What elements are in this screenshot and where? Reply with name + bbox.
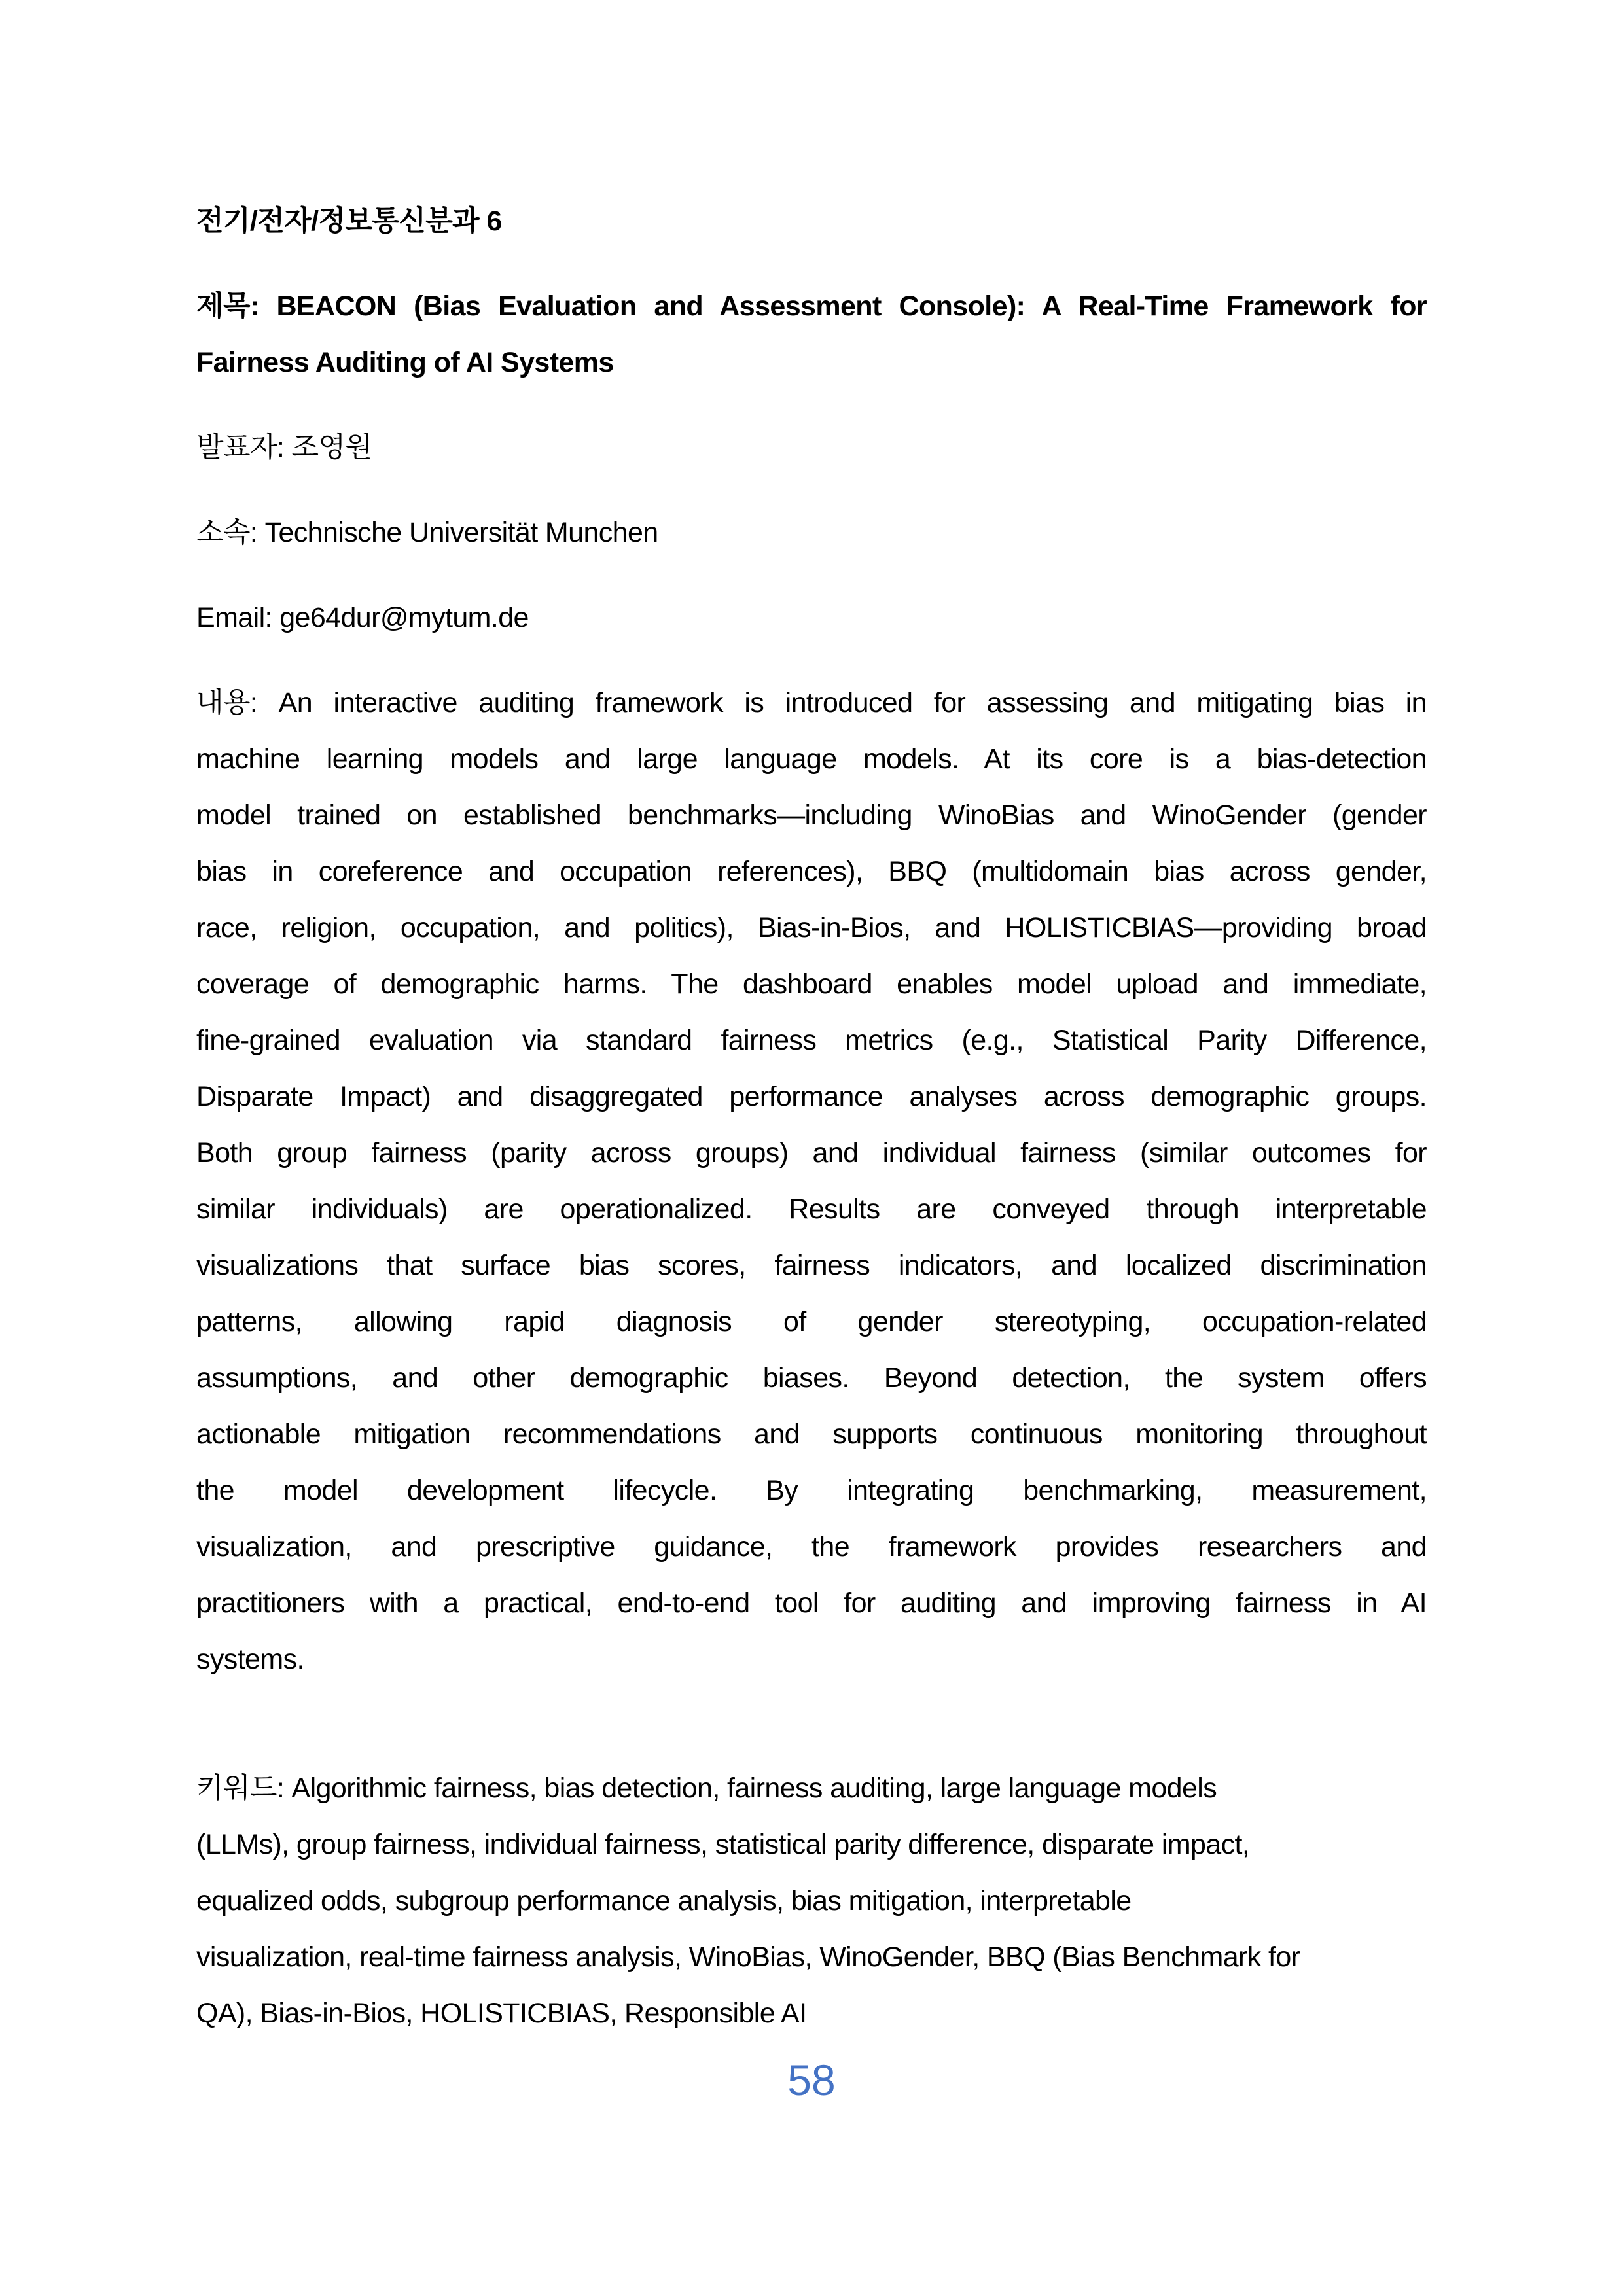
text-line: the model development lifecycle. By integrating benchmarking, measurement, (196, 1475, 1427, 1506)
text-line: fine-grained evaluation via standard fairness metrics (e.g., Statistical Parity Difference, (196, 1025, 1427, 1056)
text-line: 내용: An interactive auditing framework is introduced for assessing and mitigating bias in (196, 687, 1427, 718)
email-line: Email: ge64dur@mytum.de (196, 602, 529, 633)
text-line: Disparate Impact) and disaggregated performance analyses across demographic groups. (196, 1081, 1427, 1112)
abstract-paragraph (196, 675, 1427, 1687)
page-number: 58 (787, 2056, 836, 2104)
text-line: model trained on established benchmarks—including WinoBias and WinoGender (gender (196, 800, 1427, 831)
paper-title (196, 278, 1427, 391)
text-line: (LLMs), group fairness, individual fairness, statistical parity difference, disparate impact, (196, 1829, 1250, 1860)
text-line: machine learning models and large language models. At its core is a bias-detection (196, 743, 1427, 775)
page-content (196, 193, 1427, 2041)
text-line: visualization, and prescriptive guidance, the framework provides researchers and (196, 1531, 1427, 1563)
text-line: practitioners with a practical, end-to-end tool for auditing and improving fairness in AI (196, 1587, 1427, 1619)
text-line: visualization, real-time fairness analysis, WinoBias, WinoGender, BBQ (Bias Benchmark for (196, 1941, 1300, 1973)
text-line: assumptions, and other demographic biases. Beyond detection, the system offers (196, 1362, 1427, 1394)
section-header: 전기/전자/정보통신분과 6 (196, 205, 502, 237)
text-line: Both group fairness (parity across groups) and individual fairness (similar outcomes for (196, 1137, 1427, 1169)
text-line: visualizations that surface bias scores, fairness indicators, and localized discrimination (196, 1250, 1427, 1281)
keywords-paragraph (196, 1760, 1427, 2041)
affiliation-line: 소속: Technische Universität Munchen (196, 517, 658, 548)
text-line: bias in coreference and occupation references), BBQ (multidomain bias across gender, (196, 856, 1427, 887)
text-line: 제목: BEACON (Bias Evaluation and Assessment Console): A Real-Time Framework for (196, 291, 1427, 322)
text-line: race, religion, occupation, and politics), Bias-in-Bios, and HOLISTICBIAS—providing broad (196, 912, 1427, 944)
text-line: actionable mitigation recommendations and supports continuous monitoring throughout (196, 1419, 1427, 1450)
presenter-line: 발표자: 조영원 (196, 432, 372, 463)
text-line: coverage of demographic harms. The dashboard enables model upload and immediate, (196, 968, 1427, 1000)
text-line: systems. (196, 1644, 304, 1675)
text-line: Fairness Auditing of AI Systems (196, 347, 614, 378)
text-line: QA), Bias-in-Bios, HOLISTICBIAS, Responsible AI (196, 1998, 807, 2029)
text-line: 키워드: Algorithmic fairness, bias detection, fairness auditing, large language models (196, 1773, 1217, 1804)
text-line: similar individuals) are operationalized. Results are conveyed through interpretable (196, 1193, 1427, 1225)
text-line: patterns, allowing rapid diagnosis of gender stereotyping, occupation-related (196, 1306, 1427, 1337)
text-line: equalized odds, subgroup performance analysis, bias mitigation, interpretable (196, 1885, 1132, 1916)
